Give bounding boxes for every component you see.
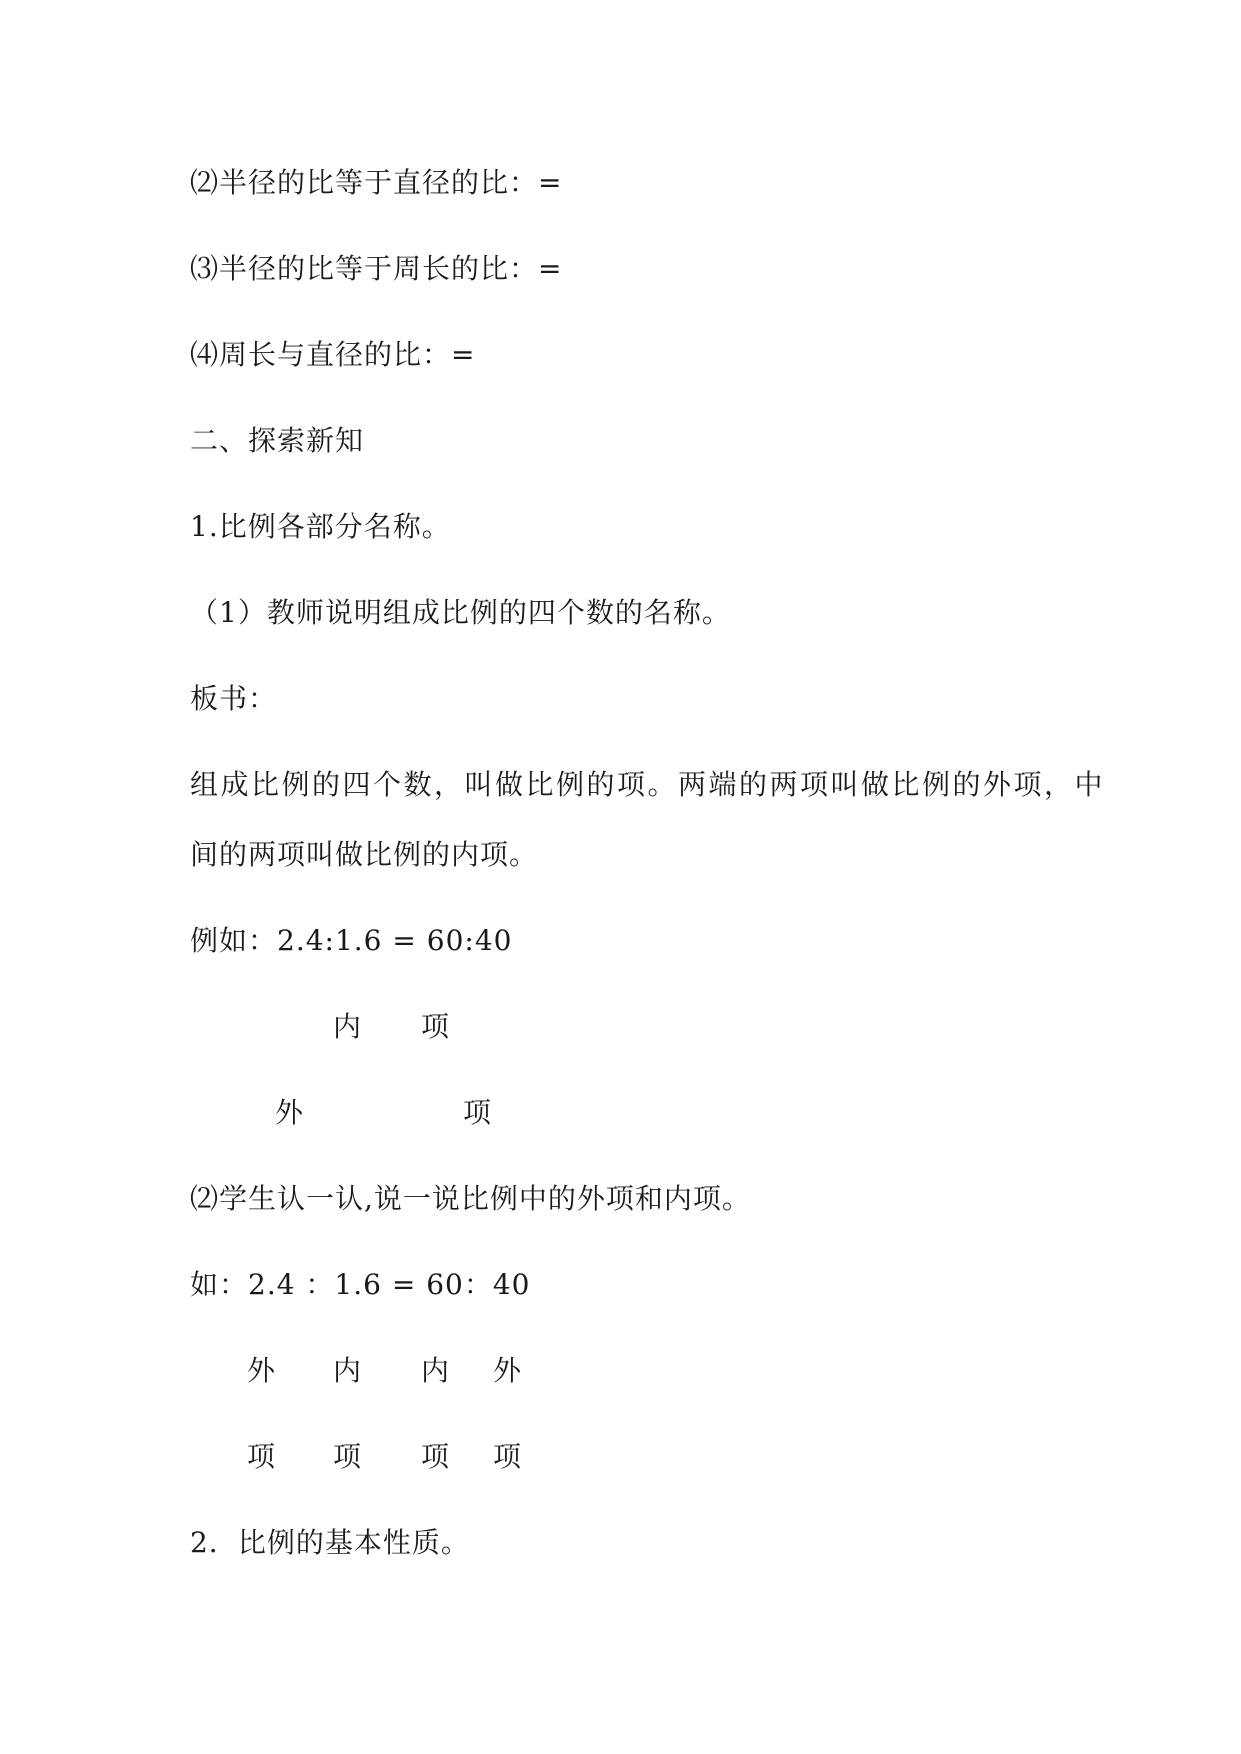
example2-term-2: 项 xyxy=(333,1440,362,1473)
example2-label-outer-2: 外 xyxy=(493,1354,522,1387)
paragraph-definition-line2: 间的两项叫做比例的内项。 xyxy=(190,838,539,871)
example1-outer-label: 外 xyxy=(275,1096,304,1129)
example2-label-inner-1: 内 xyxy=(333,1354,362,1387)
example-proportion-1: 例如：2.4:1.6 = 60:40 xyxy=(190,924,513,957)
example1-inner-label: 内 xyxy=(333,1010,362,1043)
example2-label-inner-2: 内 xyxy=(421,1354,450,1387)
example1-inner-term-label: 项 xyxy=(421,1010,450,1043)
text-line-teacher-explains: （1）教师说明组成比例的四个数的名称。 xyxy=(190,596,731,629)
text-line-board-writing: 板书： xyxy=(190,682,278,715)
example2-term-1: 项 xyxy=(247,1440,276,1473)
example1-outer-term-label: 项 xyxy=(463,1096,492,1129)
example2-term-4: 项 xyxy=(493,1440,522,1473)
subheading-proportion-parts: 1.比例各部分名称。 xyxy=(190,510,451,543)
subheading-basic-property: 2．比例的基本性质。 xyxy=(190,1526,470,1559)
text-line-radius-circumference: ⑶半径的比等于周长的比：= xyxy=(190,252,563,285)
example-proportion-2: 如：2.4 ：1.6 = 60：40 xyxy=(190,1268,531,1301)
text-line-students-identify: ⑵学生认一认,说一说比例中的外项和内项。 xyxy=(190,1182,751,1215)
section-heading-explore: 二、探索新知 xyxy=(190,424,365,457)
text-line-radius-diameter: ⑵半径的比等于直径的比：= xyxy=(190,166,563,199)
example2-label-outer-1: 外 xyxy=(247,1354,276,1387)
paragraph-definition-line1: 组成比例的四个数，叫做比例的项。两端的两项叫做比例的外项，中 xyxy=(190,768,1106,801)
text-line-circumference-diameter: ⑷周长与直径的比：= xyxy=(190,338,476,371)
example2-term-3: 项 xyxy=(421,1440,450,1473)
